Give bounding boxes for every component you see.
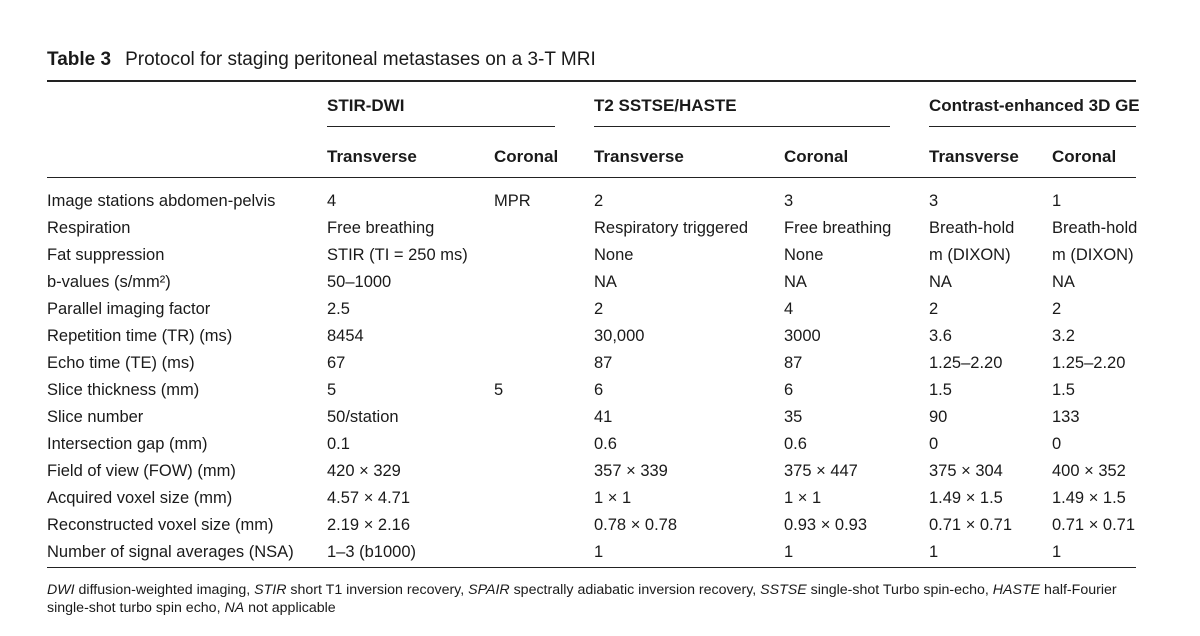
table-cell: 2	[594, 192, 604, 210]
table-row	[0, 408, 1200, 435]
table-cell: STIR (TI = 250 ms)	[327, 246, 468, 264]
footnote-definition: diffusion-weighted imaging,	[74, 582, 255, 598]
footnote-definition: not applicable	[244, 600, 336, 616]
table-cell: Respiratory triggered	[594, 219, 749, 237]
table-cell: 3000	[784, 327, 821, 345]
group-rule-t2-sstse-haste	[594, 126, 890, 127]
table-cell: 5	[494, 381, 504, 399]
subheader-t2-coronal: Coronal	[784, 147, 849, 166]
footnote-definition: spectrally adiabatic inversion recovery,	[509, 582, 761, 598]
group-rule-stir-dwi	[327, 126, 555, 127]
table-cell: 375 × 304	[929, 462, 1003, 480]
table-row	[0, 246, 1200, 273]
top-rule	[47, 80, 1136, 82]
row-label: Image stations abdomen-pelvis	[47, 192, 276, 210]
table-cell: m (DIXON)	[929, 246, 1011, 264]
table-cell: 0.6	[594, 435, 617, 453]
table-cell: 87	[784, 354, 803, 372]
table-cell: MPR	[494, 192, 531, 210]
table-cell: Free breathing	[327, 219, 435, 237]
row-label: Intersection gap (mm)	[47, 435, 208, 453]
table-title: Protocol for staging peritoneal metastases on a 3-T MRI	[125, 49, 596, 70]
row-label: Acquired voxel size (mm)	[47, 489, 233, 507]
table-cell: 2	[929, 300, 939, 318]
table-cell: 1	[594, 543, 604, 561]
table-row	[0, 516, 1200, 543]
table-cell: 67	[327, 354, 346, 372]
table-caption	[47, 49, 596, 71]
table-row	[0, 381, 1200, 408]
table-footnote	[47, 581, 1142, 617]
table-cell: 400 × 352	[1052, 462, 1126, 480]
table-cell: 2	[594, 300, 604, 318]
subheader-ge-transverse: Transverse	[929, 147, 1019, 166]
table-cell: 0	[929, 435, 939, 453]
table-row	[0, 435, 1200, 462]
table-cell: 41	[594, 408, 613, 426]
table-row	[0, 327, 1200, 354]
table-cell: 35	[784, 408, 803, 426]
table-row	[0, 543, 1200, 570]
table-cell: NA	[784, 273, 807, 291]
row-label: Repetition time (TR) (ms)	[47, 327, 233, 345]
row-label: Fat suppression	[47, 246, 165, 264]
table-cell: 1.5	[929, 381, 952, 399]
footnote-abbr: SSTSE	[760, 582, 807, 598]
table-cell: 1	[784, 543, 794, 561]
footnote-definition: short T1 inversion recovery,	[286, 582, 469, 598]
table-cell: 4	[784, 300, 794, 318]
table-cell: NA	[1052, 273, 1075, 291]
table-cell: Breath-hold	[929, 219, 1015, 237]
table-cell: 1–3 (b1000)	[327, 543, 416, 561]
table-cell: 50–1000	[327, 273, 392, 291]
group-header-stir-dwi: STIR-DWI	[327, 96, 405, 115]
footnote-definition: single-shot Turbo spin-echo,	[806, 582, 993, 598]
footnote-abbr: DWI	[47, 582, 75, 598]
table-cell: 50/station	[327, 408, 399, 426]
table-cell: 2.19 × 2.16	[327, 516, 411, 534]
table-cell: 0.93 × 0.93	[784, 516, 868, 534]
footnote-abbr: NA	[224, 600, 245, 616]
table-cell: 1.49 × 1.5	[1052, 489, 1126, 507]
table-cell: 3	[784, 192, 794, 210]
table-cell: 1 × 1	[594, 489, 632, 507]
row-label: Slice number	[47, 408, 144, 426]
table-cell: NA	[594, 273, 617, 291]
table-cell: 1 × 1	[784, 489, 822, 507]
table-cell: Free breathing	[784, 219, 892, 237]
table-cell: 87	[594, 354, 613, 372]
table-cell: 6	[594, 381, 604, 399]
table-row	[0, 489, 1200, 516]
table-cell: 1.25–2.20	[929, 354, 1003, 372]
table-cell: 1	[1052, 192, 1062, 210]
table-cell: 1.5	[1052, 381, 1075, 399]
table-cell: 420 × 329	[327, 462, 401, 480]
table-cell: 1.49 × 1.5	[929, 489, 1003, 507]
table-label: Table 3	[47, 49, 112, 70]
table-cell: 357 × 339	[594, 462, 668, 480]
table-cell: 3.2	[1052, 327, 1075, 345]
table-row	[0, 354, 1200, 381]
table-cell: 2.5	[327, 300, 350, 318]
subheader-stir-transverse: Transverse	[327, 147, 417, 166]
group-header-t2-sstse-haste: T2 SSTSE/HASTE	[594, 96, 737, 115]
table-cell: Breath-hold	[1052, 219, 1138, 237]
footnote-abbr: STIR	[254, 582, 287, 598]
subheader-stir-coronal: Coronal	[494, 147, 559, 166]
table-cell: m (DIXON)	[1052, 246, 1134, 264]
table-cell: 0.6	[784, 435, 807, 453]
table-cell: 0.78 × 0.78	[594, 516, 678, 534]
footnote-abbr: HASTE	[992, 582, 1041, 598]
header-rule	[47, 177, 1136, 178]
table-cell: 3	[929, 192, 939, 210]
table-cell: 375 × 447	[784, 462, 858, 480]
row-label: Slice thickness (mm)	[47, 381, 200, 399]
group-rule-contrast-enhanced	[929, 126, 1136, 127]
table-cell: 3.6	[929, 327, 952, 345]
subheader-ge-coronal: Coronal	[1052, 147, 1117, 166]
row-label: Field of view (FOW) (mm)	[47, 462, 236, 480]
table-cell: 0.71 × 0.71	[929, 516, 1013, 534]
table-cell: 1	[929, 543, 939, 561]
table-cell: 4	[327, 192, 337, 210]
table-cell: 8454	[327, 327, 364, 345]
row-label: Reconstructed voxel size (mm)	[47, 516, 274, 534]
table-cell: None	[594, 246, 634, 264]
row-label: Number of signal averages (NSA)	[47, 543, 294, 561]
table-row	[0, 192, 1200, 219]
table-cell: 30,000	[594, 327, 645, 345]
table-row	[0, 300, 1200, 327]
row-label: Respiration	[47, 219, 131, 237]
table-row	[0, 462, 1200, 489]
table-cell: 90	[929, 408, 948, 426]
row-label: Parallel imaging factor	[47, 300, 211, 318]
table-cell: None	[784, 246, 824, 264]
row-label: b-values (s/mm²)	[47, 273, 171, 291]
table-cell: 1	[1052, 543, 1062, 561]
table-row	[0, 219, 1200, 246]
table-cell: 133	[1052, 408, 1080, 426]
table-row	[0, 273, 1200, 300]
table-cell: 6	[784, 381, 794, 399]
table-cell: 0	[1052, 435, 1062, 453]
table-cell: 5	[327, 381, 337, 399]
group-header-contrast-enhanced-3d-ge: Contrast-enhanced 3D GE	[929, 96, 1140, 115]
footnote-definition: half-Fourier single-shot turbo spin echo,	[47, 582, 1117, 616]
table-cell: 0.71 × 0.71	[1052, 516, 1136, 534]
table-cell: 0.1	[327, 435, 350, 453]
bottom-rule	[47, 567, 1136, 568]
table-cell: 1.25–2.20	[1052, 354, 1126, 372]
row-label: Echo time (TE) (ms)	[47, 354, 195, 372]
table-cell: NA	[929, 273, 952, 291]
table-cell: 2	[1052, 300, 1062, 318]
footnote-abbr: SPAIR	[468, 582, 510, 598]
table-cell: 4.57 × 4.71	[327, 489, 411, 507]
subheader-t2-transverse: Transverse	[594, 147, 684, 166]
